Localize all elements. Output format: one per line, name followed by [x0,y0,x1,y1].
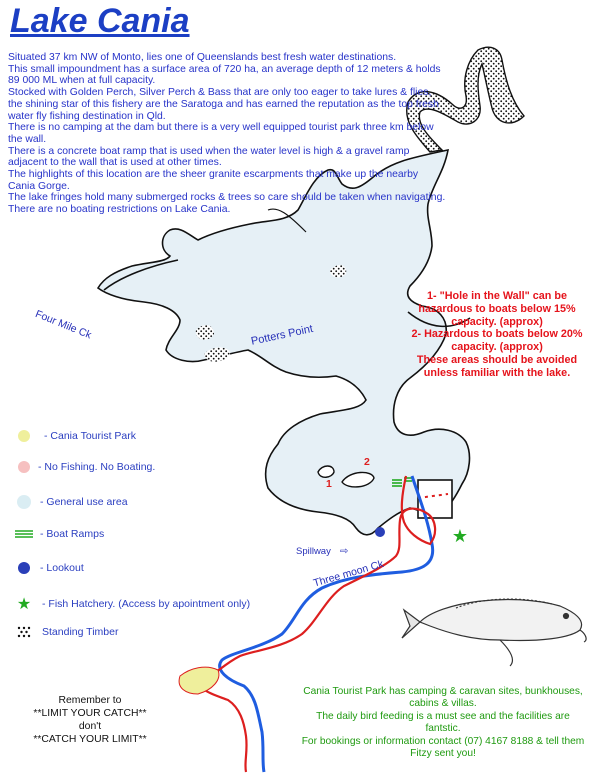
tourist-park-swatch [12,428,36,444]
intro-text [8,52,448,216]
legend-general-use [12,494,128,510]
intro-paragraph: The lake fringes hold many submerged rocks & trees so care should be taken when navigating. There are no boating restrictions on Lake Cania. [8,192,446,216]
catch-reminder [5,694,175,746]
legend-fish-hatchery [12,596,250,612]
lookout-icon [12,560,36,576]
boat-ramp-icon [12,526,36,542]
spillway-arrow: ⇨ [340,546,349,557]
intro-paragraph: Situated 37 km NW of Monto, lies one of Queenslands best fresh water destinations. [8,52,397,63]
label-four-mile-ck: Four Mile Ck [33,308,94,342]
legend-boat-ramps [12,526,104,542]
standing-timber-icon [12,624,36,640]
star-icon: ★ [16,596,32,613]
hazard-notes [404,290,590,380]
legend-label: Standing Timber [42,626,119,638]
legend-tourist-park [12,428,136,444]
general-use-swatch [12,494,36,510]
intro-paragraph: Stocked with Golden Perch, Silver Perch & Bass that are only too eager to take lures & flies, the shining star of this fishery are the Saratoga and has earned the reputation as the top fresh water fly fishing destination in Qld. [8,87,439,122]
hazard-note-1: 1- "Hole in the Wall" can be hazardous to boats below 15% capacity. (approx) [418,290,576,328]
tourist-park-area [179,667,219,694]
intro-paragraph: There is no camping at the dam but there is a very well equipped tourist park three km below the wall. [8,122,434,145]
intro-paragraph: The highlights of this location are the sheer granite escarpments that make up the nearby Cania Gorge. [8,169,419,192]
legend-label: - No Fishing. No Boating. [38,461,156,473]
reminder-line: Remember to [58,695,122,706]
label-spillway: Spillway [296,546,331,557]
hazard-marker-1: 1 [326,478,332,490]
intro-paragraph: There is a concrete boat ramp that is used when the water level is high & a gravel ramp adjacent to the wall that is used at other times. [8,145,410,169]
legend-label: - Fish Hatchery. (Access by apointment only) [42,598,251,610]
legend-label: - Cania Tourist Park [44,430,137,442]
park-info-line: Cania Tourist Park has camping & caravan sites, bunkhouses, cabins & villas. [303,686,583,710]
legend-label: - Boat Ramps [40,528,105,540]
hazard-note-avoid: These areas should be avoided unless familiar with the lake. [416,353,578,379]
legend-no-fishing [12,459,155,475]
park-info-line: For bookings or information contact (07) 4167 8188 & tell them Fitzy sent you! [301,735,585,760]
no-fishing-swatch [12,459,36,475]
legend-label: - General use area [40,496,128,508]
hazard-marker-2: 2 [364,456,370,468]
lookout-marker [375,527,385,537]
saratoga-fish-drawing [402,599,586,666]
legend-lookout [12,560,84,576]
park-info-line: The daily bird feeding is a must see and the facilities are fantstic. [316,710,570,735]
legend-label: - Lookout [40,562,84,574]
reminder-line: **CATCH YOUR LIMIT** [33,734,147,745]
page-title: Lake Cania [10,2,190,40]
hatchery-star: ★ [451,526,469,546]
reminder-line: **LIMIT YOUR CATCH** [33,708,147,719]
label-three-moon-ck: Three moon Ck [312,558,385,590]
hazard-note-2: 2- Hazardous to boats below 20% capacity. (approx) [411,328,583,354]
tourist-park-info [298,686,588,760]
legend-standing-timber [12,624,118,640]
intro-paragraph: This small impoundment has a surface area of 720 ha, an average depth of 12 meters & holds 89 000 ML when at full capacity. [8,63,441,87]
label-potters-point: Potters Point [250,322,315,348]
reminder-line: don't [78,721,102,732]
